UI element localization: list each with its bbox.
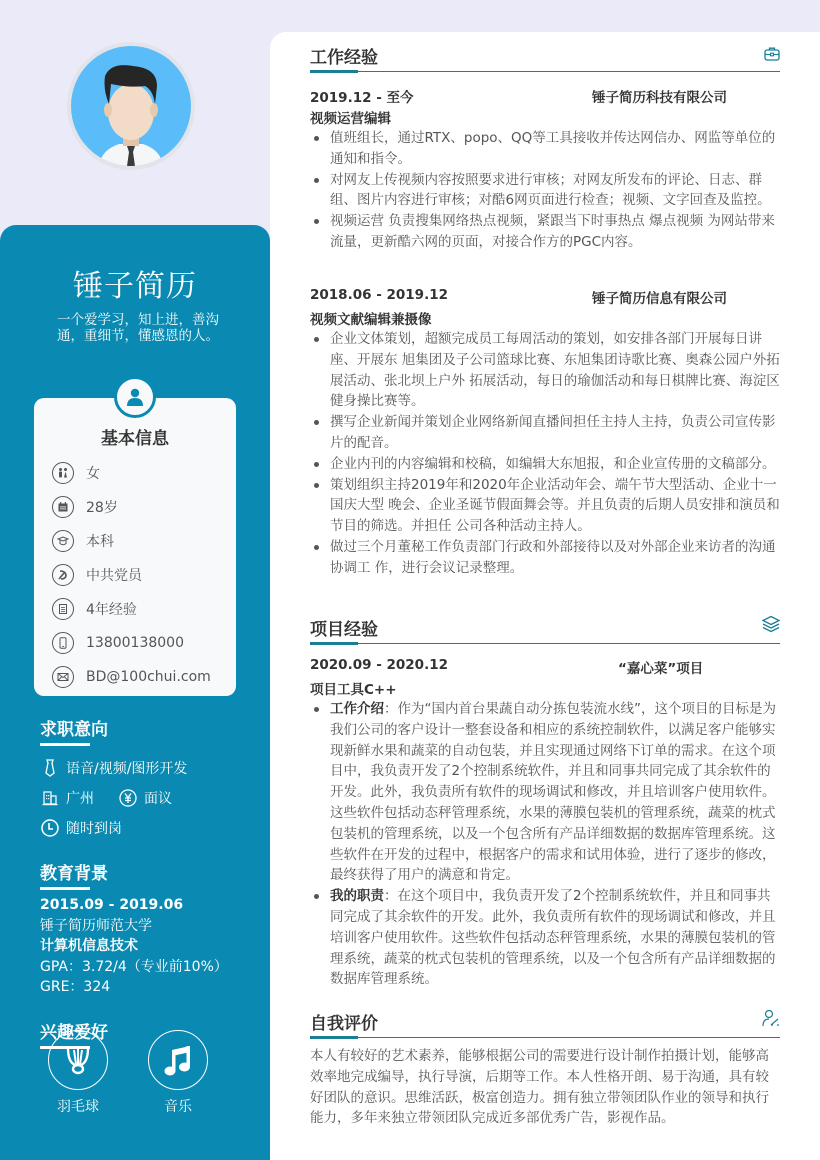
list-item: 值班组长，通过RTX、popo、QQ等工具接收并传达网信办、网监等单位的通知和指令。	[310, 128, 782, 170]
building-icon	[40, 790, 60, 806]
list-item: 企业文体策划，超额完成员工每周活动的策划，如安排各部门开展每日讲座、开展东 旭集团及子公司篮球比赛、东旭集团诗歌比赛、奥森公园户外拓展活动、张北坝上户外 拓展活动，每日的瑜伽活动和每日棋牌比赛、海淀区健身操比赛等。	[310, 329, 782, 412]
edu-major: 计算机信息技术	[40, 938, 138, 954]
hobby-label: 羽毛球	[57, 1099, 99, 1115]
candidate-motto: 一个爱学习，知上进，善沟通，重细节，懂感恩的人。	[57, 312, 219, 344]
bullet-text: ：在这个项目中，我负责开发了2个控制系统软件，并且和同事共同完成了其余软件的开发。此外，我负责所有软件的现场调试和修改，并且培训客户使用软件。这些软件包括动态秤管理系统，水果的薄膜包装机的管理系统，蔬菜的枕式包装机的管理系统，以及一个包含所有产品详细数据的数据库管理系统。	[330, 888, 776, 988]
project-name: “嘉心菜”项目	[618, 661, 704, 677]
project-entry-header	[310, 657, 780, 677]
work-section-header	[310, 32, 780, 72]
edu-period: 2015.09 - 2019.06	[40, 897, 184, 913]
hobby-label: 音乐	[164, 1099, 192, 1115]
info-value: 28岁	[86, 500, 118, 516]
work-entry-header	[310, 287, 780, 307]
work-entry-header	[310, 86, 780, 106]
project-period: 2020.09 - 2020.12	[310, 657, 448, 673]
yuan-icon	[118, 789, 138, 807]
music-note-icon	[148, 1030, 208, 1090]
work-bullets	[310, 128, 782, 253]
avatar-illustration	[71, 46, 191, 166]
work-company: 锤子简历科技有限公司	[592, 90, 727, 106]
info-political	[52, 558, 211, 592]
self-eval-section-title: 自我评价	[310, 1014, 378, 1034]
layers-icon	[762, 615, 780, 637]
info-value: 本科	[86, 534, 114, 550]
phone-icon	[52, 632, 74, 654]
info-email	[52, 660, 211, 694]
list-item: 视频运营 负责搜集网络热点视频，紧跟当下时事热点 爆点视频 为网站带来流量，更新酷六网的页面，对接合作方的PGC内容。	[310, 211, 782, 253]
intent-city: 广州	[66, 791, 94, 807]
basic-info-title: 基本信息	[101, 429, 169, 449]
main-content	[270, 32, 820, 1160]
candidate-name: 锤子简历	[73, 269, 197, 304]
graduation-cap-icon	[52, 530, 74, 552]
work-period: 2018.06 - 2019.12	[310, 287, 448, 303]
calendar-icon	[52, 496, 74, 518]
list-item: 撰写企业新闻并策划企业网络新闻直播间担任主持人主持，负责公司宣传影片的配音。	[310, 412, 782, 454]
clock-icon	[40, 819, 60, 837]
bullet-label: 工作介绍	[330, 701, 384, 717]
title-underline	[310, 70, 358, 73]
work-role: 视频文献编辑兼摄像	[310, 312, 432, 328]
edu-gpa: GPA：3.72/4（专业前10%）	[40, 958, 228, 975]
bullet-text: ：作为“国内首台果蔬自动分拣包装流水线”，这个项目的目标是为我们公司的客户设计一整套设备和相应的系统控制软件，以满足客户能够实现新鲜水果和蔬菜的自动包装，并且实现通过网络下订单的需求。在这个项目中，我负责开发了2个控制系统软件，并且和同事共同完成了其余软件的开发。此外，我负责所有软件的现场调试和修改，并且培训客户使用软件。这些软件包括动态秤管理系统，水果的薄膜包装机的管理系统，蔬菜的枕式包装机的管理系统，以及一个包含所有产品详细数据的数据库管理系统。这些软件在开发的过程中，根据客户的需求和试用体验，进行了逐步的修改，最终获得了用户的满意和肯定。	[330, 701, 776, 884]
projects-section-title: 项目经验	[310, 620, 378, 640]
hobby-list	[48, 1030, 208, 1116]
hobby-music	[148, 1030, 208, 1116]
intent-position: 语音/视频/图形开发	[66, 761, 188, 777]
party-emblem-icon	[52, 564, 74, 586]
intent-availability: 随时到岗	[66, 821, 122, 837]
mail-icon	[52, 666, 74, 688]
self-eval-text: 本人有较好的艺术素养，能够根据公司的需要进行设计制作拍摄计划，能够高效率地完成编导，执行导演，后期等工作。本人性格开朗、易于沟通，具有较好团队的意识。思维活跃，极富创造力。拥有独立带领团队作业的领导和执行能力，多年来独立带领团队完成近多部优秀广告，影视作品。	[310, 1048, 769, 1127]
info-experience	[52, 592, 211, 626]
title-underline	[310, 642, 358, 645]
info-value: 4年经验	[86, 602, 137, 618]
intent-salary: 面议	[144, 791, 172, 807]
list-item	[310, 699, 782, 886]
work-role: 视频运营编辑	[310, 111, 391, 127]
info-degree	[52, 524, 211, 558]
list-item: 策划组织主持2019年和2020年企业活动年会、端午节大型活动、企业十一国庆大型 晚会、企业圣诞节假面舞会等。并且负责的后期人员安排和演员和节目的筛选。并担任 公司各种活动主持人。	[310, 475, 782, 537]
info-value: 中共党员	[86, 568, 142, 584]
user-edit-icon	[762, 1009, 780, 1031]
list-item: 做过三个月董秘工作负责部门行政和外部接待以及对外部企业来访者的沟通协调工 作，进行会议记录整理。	[310, 537, 782, 579]
self-eval-section-header	[310, 998, 780, 1038]
edu-gre: GRE：324	[40, 979, 111, 995]
education	[40, 895, 228, 998]
basic-info-card	[34, 398, 236, 696]
tie-icon	[40, 759, 60, 777]
title-underline	[310, 1036, 358, 1039]
avatar	[67, 42, 195, 170]
work-period: 2019.12 - 至今	[310, 90, 414, 106]
education-heading: 教育背景	[40, 859, 108, 884]
list-item: 对网友上传视频内容按照要求进行审核；对网友所发布的评论、日志、群组、图片内容进行审核；对酷6网页面进行检查；视频、文字回查及监控。	[310, 170, 782, 212]
job-intent-heading: 求职意向	[40, 715, 108, 740]
briefcase-icon	[764, 46, 780, 65]
job-intent	[40, 753, 187, 843]
info-value: 女	[86, 466, 100, 482]
work-bullets	[310, 329, 782, 579]
edu-school: 锤子简历师范大学	[40, 917, 152, 934]
list-item: 企业内刊的内容编辑和校稿，如编辑大东旭报，和企业宣传册的文稿部分。	[310, 454, 782, 475]
clipboard-icon	[52, 598, 74, 620]
info-value[interactable]: 13800138000	[86, 635, 184, 651]
info-age	[52, 490, 211, 524]
list-item	[310, 886, 782, 990]
hobbies-heading: 兴趣爱好	[40, 1018, 108, 1043]
info-gender	[52, 456, 211, 490]
hobby-badminton	[48, 1030, 108, 1116]
sidebar	[0, 225, 270, 1160]
info-phone	[52, 626, 211, 660]
user-icon	[114, 376, 156, 418]
work-company: 锤子简历信息有限公司	[592, 291, 727, 307]
project-role: 项目工具C++	[310, 682, 397, 698]
work-section-title: 工作经验	[310, 48, 378, 68]
badminton-icon	[48, 1030, 108, 1090]
gender-icon	[52, 462, 74, 484]
bullet-label: 我的职责	[330, 888, 384, 905]
project-bullets	[310, 699, 782, 990]
projects-section-header	[310, 604, 780, 644]
info-value[interactable]: BD@100chui.com	[86, 669, 211, 685]
